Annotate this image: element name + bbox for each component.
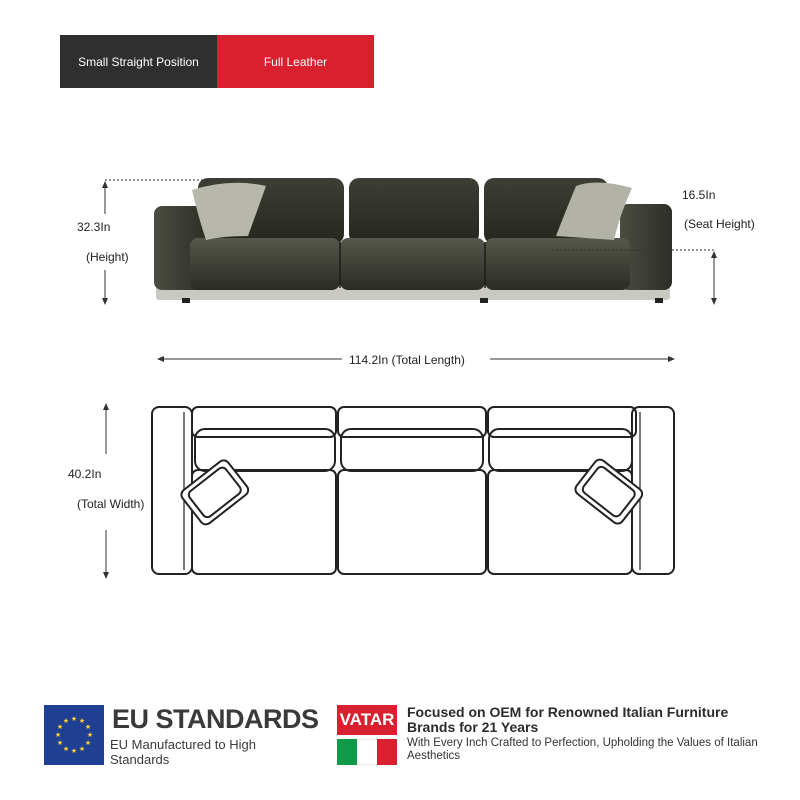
svg-text:★: ★ xyxy=(78,745,86,753)
sofa-front-view xyxy=(154,178,672,303)
seat-height-label: (Seat Height) xyxy=(684,217,755,231)
svg-text:★: ★ xyxy=(56,723,64,731)
tab-small-straight-position[interactable]: Small Straight Position xyxy=(60,35,217,88)
italy-flag-icon xyxy=(337,739,397,765)
height-label: (Height) xyxy=(86,250,129,264)
svg-text:★: ★ xyxy=(78,717,86,725)
seat-height-value: 16.5In xyxy=(682,188,716,202)
height-value: 32.3In xyxy=(77,220,111,234)
total-length-label: 114.2In (Total Length) xyxy=(349,353,465,367)
svg-text:★: ★ xyxy=(70,747,78,755)
eu-standards-title: EU STANDARDS xyxy=(112,704,319,734)
svg-text:★: ★ xyxy=(84,723,92,731)
eu-flag-icon xyxy=(44,705,104,765)
svg-text:★: ★ xyxy=(70,715,78,723)
sofa-top-view xyxy=(152,407,674,574)
svg-text:★: ★ xyxy=(54,731,62,739)
vatar-headline: Focused on OEM for Renowned Italian Furniture Brands for 21 Years xyxy=(407,704,729,735)
total-width-label: (Total Width) xyxy=(77,497,145,511)
svg-text:★: ★ xyxy=(62,745,70,753)
svg-text:★: ★ xyxy=(62,717,70,725)
eu-standards-subtitle: EU Manufactured to High Standards xyxy=(110,737,256,767)
footer-badges xyxy=(0,700,800,780)
tab-full-leather[interactable]: Full Leather xyxy=(217,35,374,88)
vatar-logo: VATAR xyxy=(337,705,397,735)
total-width-value: 40.2In xyxy=(68,467,102,481)
vatar-tagline: With Every Inch Crafted to Perfection, Upholding the Values of Italian Aesthetics xyxy=(407,737,758,762)
svg-text:★: ★ xyxy=(84,739,92,747)
svg-text:★: ★ xyxy=(86,731,94,739)
svg-text:★: ★ xyxy=(56,739,64,747)
